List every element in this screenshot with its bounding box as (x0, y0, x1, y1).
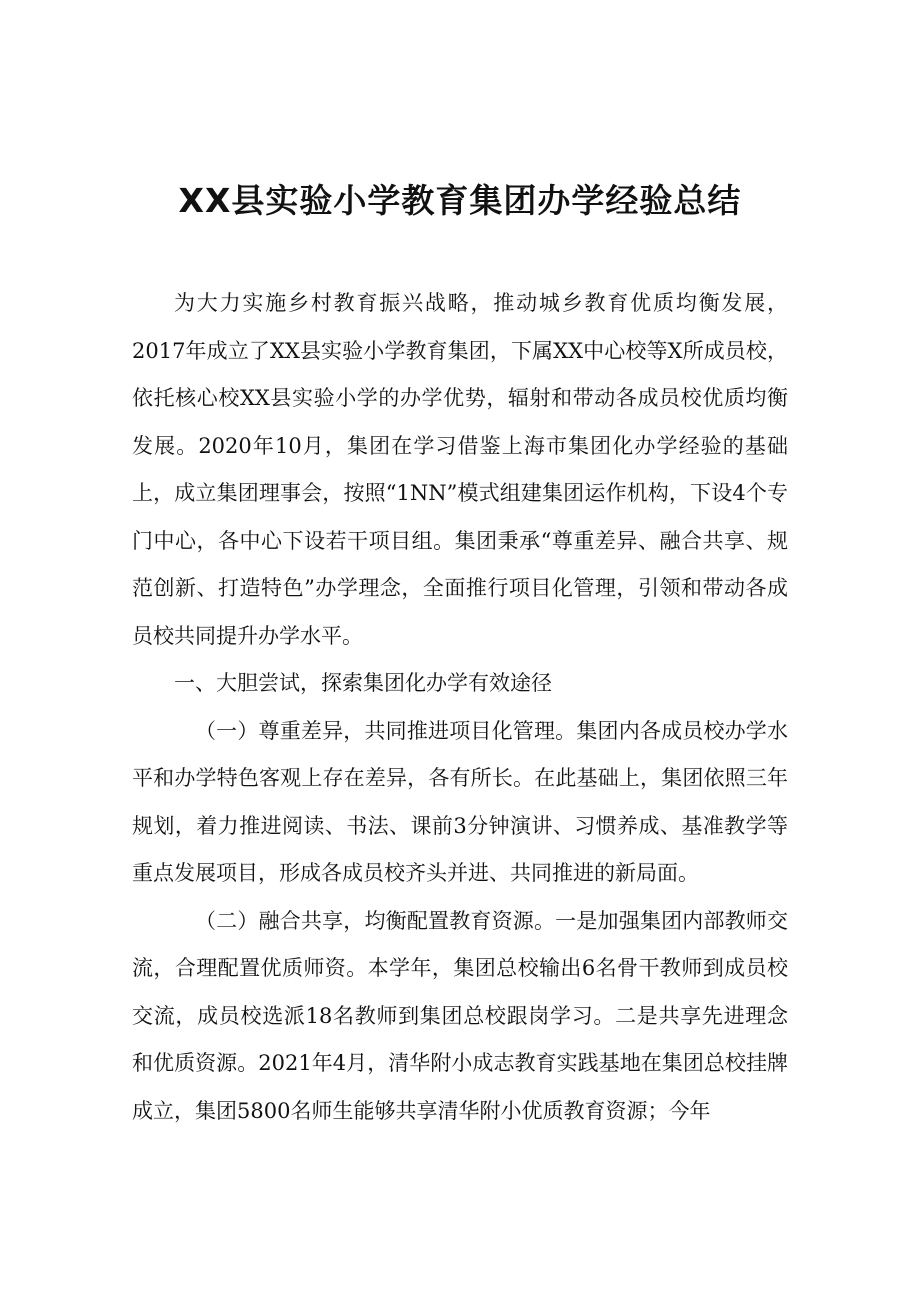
section-1-item-2: （二）融合共享，均衡配置教育资源。一是加强集团内部教师交流，合理配置优质师资。本学年，集团总校输出6名骨干教师到成员校交流，成员校选派18名教师到集团总校跟岗学习。二是共享先进理念和优质资源。2021年4月，清华附小成志教育实践基地在集团总校挂牌成立，集团5800名师生能够共享清华附小优质教育资源；今年 (132, 908, 788, 1123)
section-1-item-1: （一）尊重差异，共同推进项目化管理。集团内各成员校办学水平和办学特色客观上存在差异，各有所长。在此基础上，集团依照三年规划，着力推进阅读、书法、课前3分钟演讲、习惯养成、基准教学等重点发展项目，形成各成员校齐头并进、共同推进的新局面。 (132, 718, 788, 885)
section-1-heading: 一、大胆尝试，探索集团化办学有效途径 (174, 671, 552, 695)
document-title: XX县实验小学教育集团办学经验总结 (178, 181, 742, 220)
document-body (132, 280, 788, 1135)
intro-paragraph: 为大力实施乡村教育振兴战略，推动城乡教育优质均衡发展，2017年成立了XX县实验小学教育集团，下属XX中心校等X所成员校，依托核心校XX县实验小学的办学优势，辐射和带动各成员校优质均衡发展。2020年10月，集团在学习借鉴上海市集团化办学经验的基础上，成立集团理事会，按照“1NN”模式组建集团运作机构，下设4个专门中心，各中心下设若干项目组。集团秉承“尊重差异、融合共享、规范创新、打造特色”办学理念，全面推行项目化管理，引领和带动各成员校共同提升办学水平。 (132, 291, 788, 648)
